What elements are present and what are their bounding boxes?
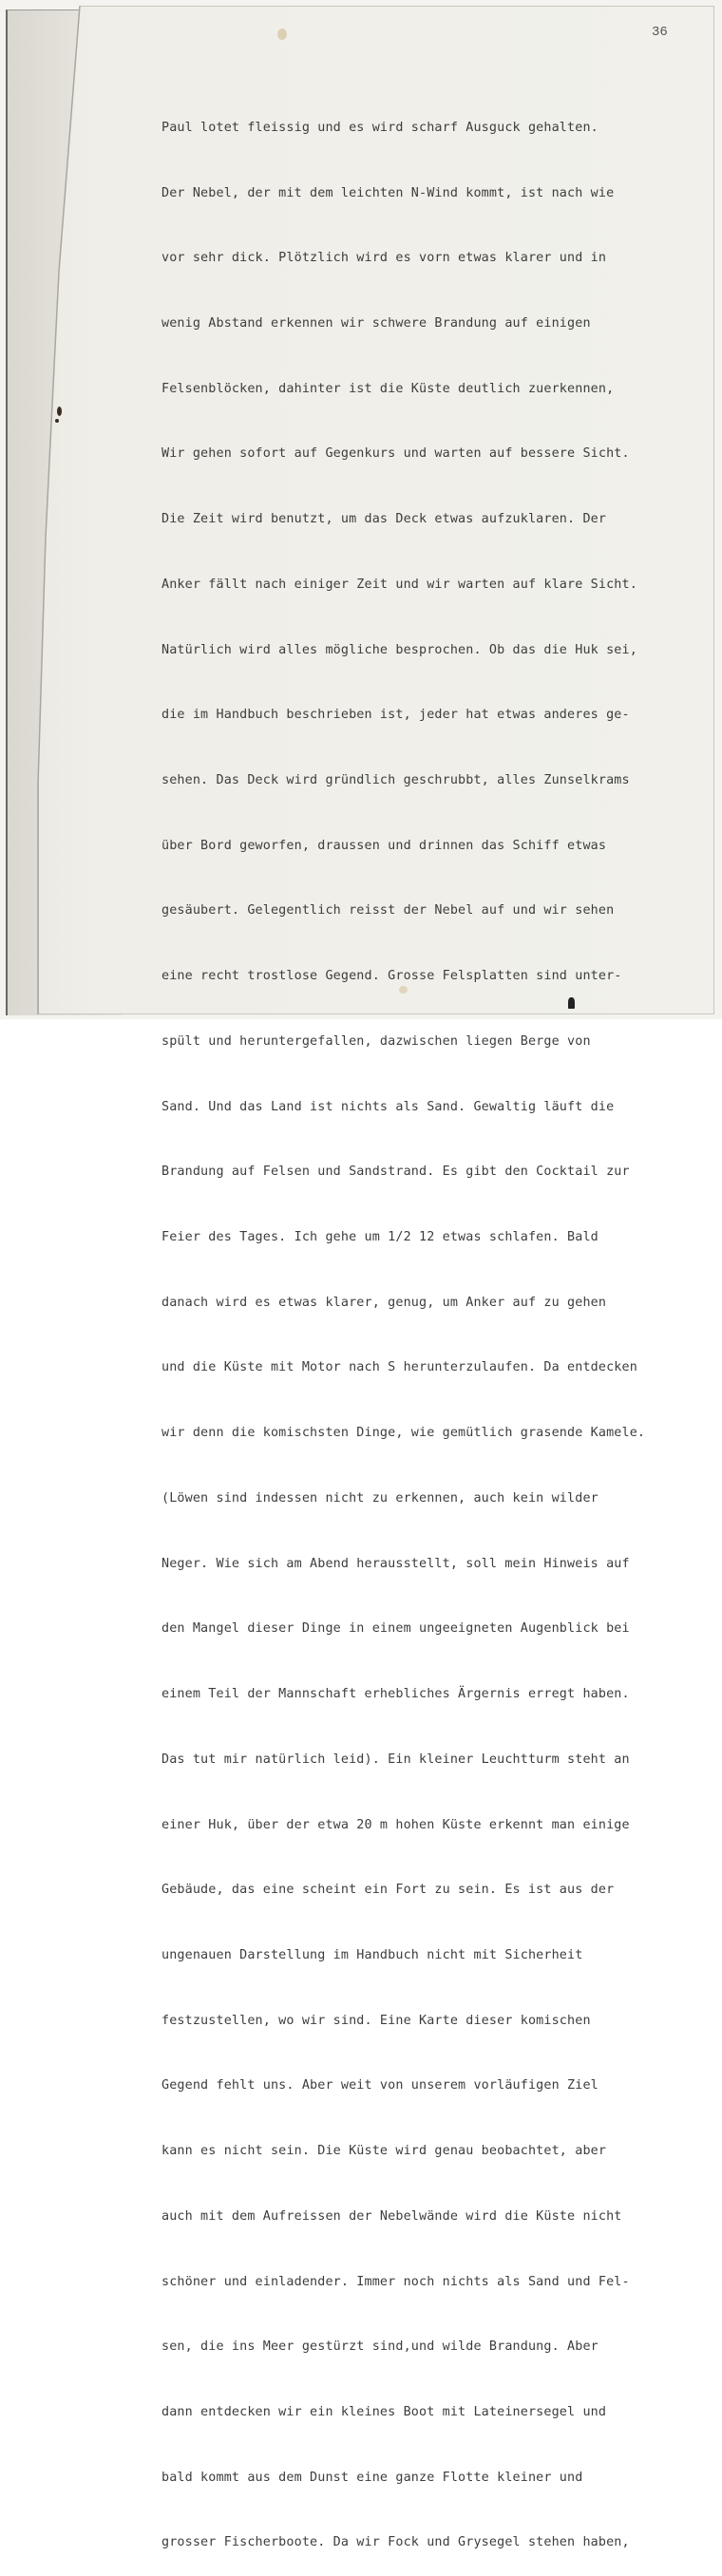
text-line: Feier des Tages. Ich gehe um 1/2 12 etwas schlafen. Bald <box>162 1230 598 1245</box>
text-line: (Löwen sind indessen nicht zu erkennen, auch kein wilder <box>162 1490 598 1506</box>
text-line: den Mangel dieser Dinge in einem ungeeigneten Augenblick bei <box>162 1621 630 1637</box>
typewritten-body <box>162 74 712 2576</box>
text-line: Brandung auf Felsen und Sandstrand. Es gibt den Cocktail zur <box>162 1165 630 1180</box>
text-line: Gebäude, das eine scheint ein Fort zu sein. Es ist aus der <box>162 1883 615 1898</box>
text-line: sehen. Das Deck wird gründlich geschrubbt, alles Zunselkrams <box>162 773 630 787</box>
text-line: und die Küste mit Motor nach S herunterzulaufen. Da entdecken <box>162 1360 637 1375</box>
text-line: Gegend fehlt uns. Aber weit von unserem vorläufigen Ziel <box>162 2078 598 2093</box>
text-line: die im Handbuch beschrieben ist, jeder hat etwas anderes ge- <box>162 708 630 723</box>
text-line: sen, die ins Meer gestürzt sind,und wilde Brandung. Aber <box>162 2339 598 2355</box>
text-line: grosser Fischerboote. Da wir Fock und Grysegel stehen haben, <box>162 2535 630 2550</box>
text-line: Das tut mir natürlich leid). Ein kleiner Leuchtturm steht an <box>162 1752 630 1767</box>
text-line: Neger. Wie sich am Abend herausstellt, soll mein Hinweis auf <box>162 1556 630 1571</box>
text-line: Paul lotet fleissig und es wird scharf Ausguck gehalten. <box>162 120 598 135</box>
text-line: spült und heruntergefallen, dazwischen liegen Berge von <box>162 1033 591 1049</box>
text-line: danach wird es etwas klarer, genug, um Anker auf zu gehen <box>162 1295 607 1310</box>
text-line: einer Huk, über der etwa 20 m hohen Küste erkennt man einige <box>162 1817 630 1832</box>
text-line: bald kommt aus dem Dunst eine ganze Flotte kleiner und <box>162 2470 583 2485</box>
text-line: gesäubert. Gelegentlich reisst der Nebel auf und wir sehen <box>162 903 615 919</box>
text-line: Der Nebel, der mit dem leichten N-Wind kommt, ist nach wie <box>162 185 615 200</box>
text-line: eine recht trostlose Gegend. Grosse Felsplatten sind unter- <box>162 969 622 984</box>
paper-stain <box>277 28 287 40</box>
text-line: über Bord geworfen, draussen und drinnen das Schiff etwas <box>162 838 607 853</box>
text-line: einem Teil der Mannschaft erhebliches Ärgernis erregt haben. <box>162 1687 630 1702</box>
text-line: kann es nicht sein. Die Küste wird genau beobachtet, aber <box>162 2144 607 2159</box>
text-line: Felsenblöcken, dahinter ist die Küste deutlich zuerkennen, <box>162 381 615 396</box>
text-line: Sand. Und das Land ist nichts als Sand. Gewaltig läuft die <box>162 1099 615 1114</box>
text-line: wir denn die komischsten Dinge, wie gemütlich grasende Kamele. <box>162 1426 646 1441</box>
text-line: auch mit dem Aufreissen der Nebelwände wird die Küste nicht <box>162 2208 622 2224</box>
text-line: ungenauen Darstellung im Handbuch nicht mit Sicherheit <box>162 1947 583 1962</box>
text-line: Natürlich wird alles mögliche besprochen. Ob das die Huk sei, <box>162 642 637 657</box>
text-line: Anker fällt nach einiger Zeit und wir warten auf klare Sicht. <box>162 577 637 592</box>
text-line: schöner und einladender. Immer noch nichts als Sand und Fel- <box>162 2274 630 2289</box>
page-number: 36 <box>652 25 668 40</box>
text-line: Die Zeit wird benutzt, um das Deck etwas aufzuklaren. Der <box>162 512 607 527</box>
ink-mark <box>55 419 59 423</box>
text-line: wenig Abstand erkennen wir schwere Brandung auf einigen <box>162 315 591 331</box>
text-line: Wir gehen sofort auf Gegenkurs und warten auf bessere Sicht. <box>162 446 630 462</box>
text-line: vor sehr dick. Plötzlich wird es vorn etwas klarer und in <box>162 251 607 266</box>
text-line: festzustellen, wo wir sind. Eine Karte dieser komischen <box>162 2013 591 2028</box>
text-line: dann entdecken wir ein kleines Boot mit Lateinersegel und <box>162 2404 607 2419</box>
ink-mark <box>57 407 62 416</box>
